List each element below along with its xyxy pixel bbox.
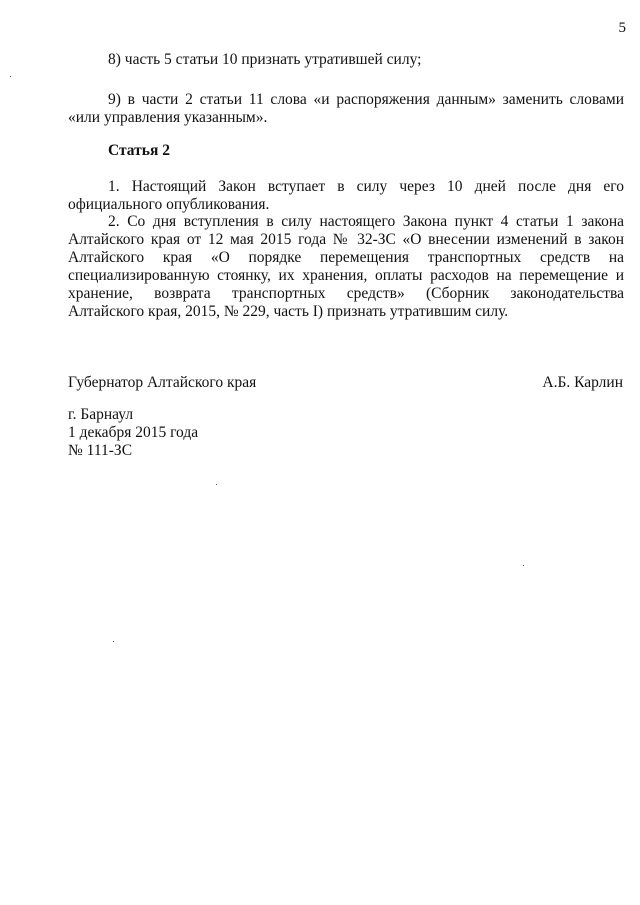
- article-2-heading: Статья 2: [108, 142, 170, 159]
- scan-speck: [216, 484, 217, 485]
- page-number: 5: [618, 20, 626, 36]
- article-2-para-2-line-4: специализированную стоянку, их хранения, оплаты расходов на перемещение и: [68, 267, 624, 284]
- item-9-line-2: «или управления указанным».: [68, 109, 268, 126]
- footer-date: 1 декабря 2015 года: [68, 424, 199, 441]
- footer-number: № 111-ЗС: [68, 442, 133, 459]
- article-2-para-2-line-1: 2. Со дня вступления в силу настоящего Закона пункт 4 статьи 1 закона: [108, 213, 624, 230]
- article-2-para-2-line-5: хранение, возврата транспортных средств» (Сборник законодательства: [68, 285, 624, 302]
- article-2-para-1-line-1: 1. Настоящий Закон вступает в силу через 10 дней после дня его: [108, 178, 624, 195]
- item-9-line-1: 9) в части 2 статьи 11 слова «и распоряжения данным» заменить словами: [108, 91, 624, 108]
- article-2-para-2-line-3: Алтайского края «О порядке перемещения транспортных средств на: [68, 249, 624, 266]
- article-2-para-1-line-2: официального опубликования.: [68, 196, 270, 213]
- item-8: 8) часть 5 статьи 10 признать утратившей силу;: [108, 51, 422, 68]
- footer-city: г. Барнаул: [68, 406, 134, 423]
- scan-speck: [523, 565, 524, 566]
- signature-position: Губернатор Алтайского края: [68, 374, 257, 391]
- scan-speck: [113, 641, 114, 642]
- signature-name: А.Б. Карлин: [542, 374, 623, 391]
- scan-speck: [10, 76, 11, 77]
- article-2-para-2-line-2: Алтайского края от 12 мая 2015 года № 32-ЗС «О внесении изменений в закон: [68, 231, 624, 248]
- article-2-para-2-line-6: Алтайского края, 2015, № 229, часть I) признать утратившим силу.: [68, 303, 509, 320]
